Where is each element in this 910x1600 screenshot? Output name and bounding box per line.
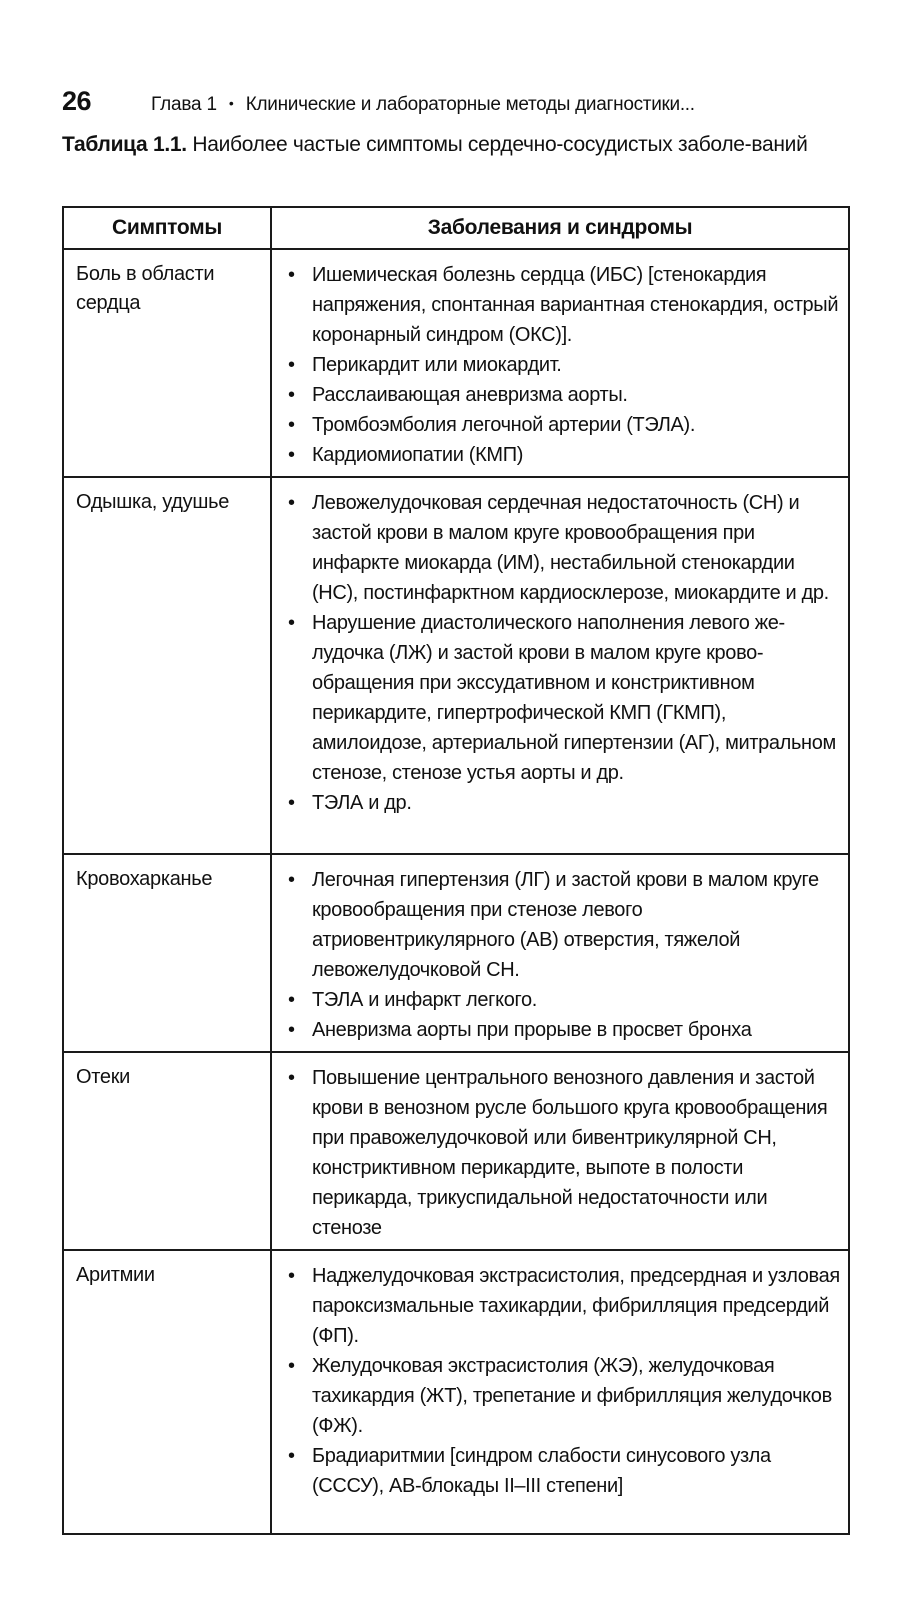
list-item: • Перикардит или миокардит. <box>284 350 840 380</box>
diseases-cell <box>271 854 849 1052</box>
list-item: • Повышение центрального венозного давления и застой крови в венозном русле большого круга кровообращения при правожелудочковой или бивентрикулярной СН, констриктивном перикардите, выпоте в полости перикарда, трикуспидальной недостаточности или стенозе <box>284 1063 840 1243</box>
list-item: • Кардиомиопатии (КМП) <box>284 440 840 470</box>
disease-list <box>284 1261 840 1501</box>
page-number: 26 <box>62 86 92 116</box>
table-header-row <box>63 207 849 249</box>
diseases-cell <box>271 1052 849 1250</box>
list-item: • Наджелудочковая экстрасистолия, предсердная и узловая пароксизмальные тахикардии, фибрилляция предсердий (ФП). <box>284 1261 840 1351</box>
list-item: • Левожелудочковая сердечная недостаточность (СН) и застой крови в малом круге кровообращения при инфаркте миокарда (ИМ), нестабильной стенокардии (НС), постинфарктном кардиосклерозе, миокардите и др. <box>284 488 840 608</box>
chapter-title: Клинические и лабораторные методы диагностики... <box>245 94 695 115</box>
running-header <box>62 86 862 122</box>
table-row <box>63 1250 849 1534</box>
list-item: • ТЭЛА и др. <box>284 788 840 818</box>
list-item: • ТЭЛА и инфаркт легкого. <box>284 985 840 1015</box>
list-item: • Тромбоэмболия легочной артерии (ТЭЛА). <box>284 410 840 440</box>
symptom-cell: Отеки <box>63 1052 271 1250</box>
symptom-cell: Аритмии <box>63 1250 271 1534</box>
header-separator: • <box>228 95 234 111</box>
disease-list <box>284 488 840 818</box>
symptom-cell: Боль в области сердца <box>63 249 271 477</box>
symptoms-table <box>62 206 850 1535</box>
column-header-diseases: Заболевания и синдромы <box>271 207 849 249</box>
column-header-symptoms: Симптомы <box>63 207 271 249</box>
table-row <box>63 854 849 1052</box>
table-caption-text: Наиболее частые симптомы сердечно-сосудистых заболе-ваний <box>192 133 808 156</box>
diseases-cell <box>271 249 849 477</box>
table-caption-label: Таблица 1.1. <box>62 133 187 156</box>
disease-list <box>284 1063 840 1243</box>
disease-list <box>284 865 840 1045</box>
list-item: • Ишемическая болезнь сердца (ИБС) [стенокардия напряжения, спонтанная вариантная стенокардия, острый коронарный синдром (ОКС)]. <box>284 260 840 350</box>
table-row <box>63 249 849 477</box>
symptom-cell: Одышка, удушье <box>63 477 271 854</box>
list-item: • Нарушение диастолического наполнения левого же-лудочка (ЛЖ) и застой крови в малом круге крово-обращения при экссудативном и констриктивном перикардите, гипертрофической КМП (ГКМП), амилоидозе, артериальной гипертензии (АГ), митральном стенозе, стенозе устья аорты и др. <box>284 608 840 788</box>
chapter-label: Глава 1 <box>151 94 217 115</box>
list-item: • Легочная гипертензия (ЛГ) и застой крови в малом круге кровообращения при стенозе левого атриовентрикулярного (АВ) отверстия, тяжелой левожелудочковой СН. <box>284 865 840 985</box>
list-item: • Расслаивающая аневризма аорты. <box>284 380 840 410</box>
symptom-cell: Кровохарканье <box>63 854 271 1052</box>
disease-list <box>284 260 840 470</box>
table-row <box>63 477 849 854</box>
list-item: • Аневризма аорты при прорыве в просвет бронха <box>284 1015 840 1045</box>
table-caption <box>62 131 852 158</box>
diseases-cell <box>271 1250 849 1534</box>
table-row <box>63 1052 849 1250</box>
list-item: • Брадиаритмии [синдром слабости синусового узла (СССУ), АВ-блокады II–III степени] <box>284 1441 840 1501</box>
list-item: • Желудочковая экстрасистолия (ЖЭ), желудочковая тахикардия (ЖТ), трепетание и фибрилляция желудочков (ФЖ). <box>284 1351 840 1441</box>
diseases-cell <box>271 477 849 854</box>
